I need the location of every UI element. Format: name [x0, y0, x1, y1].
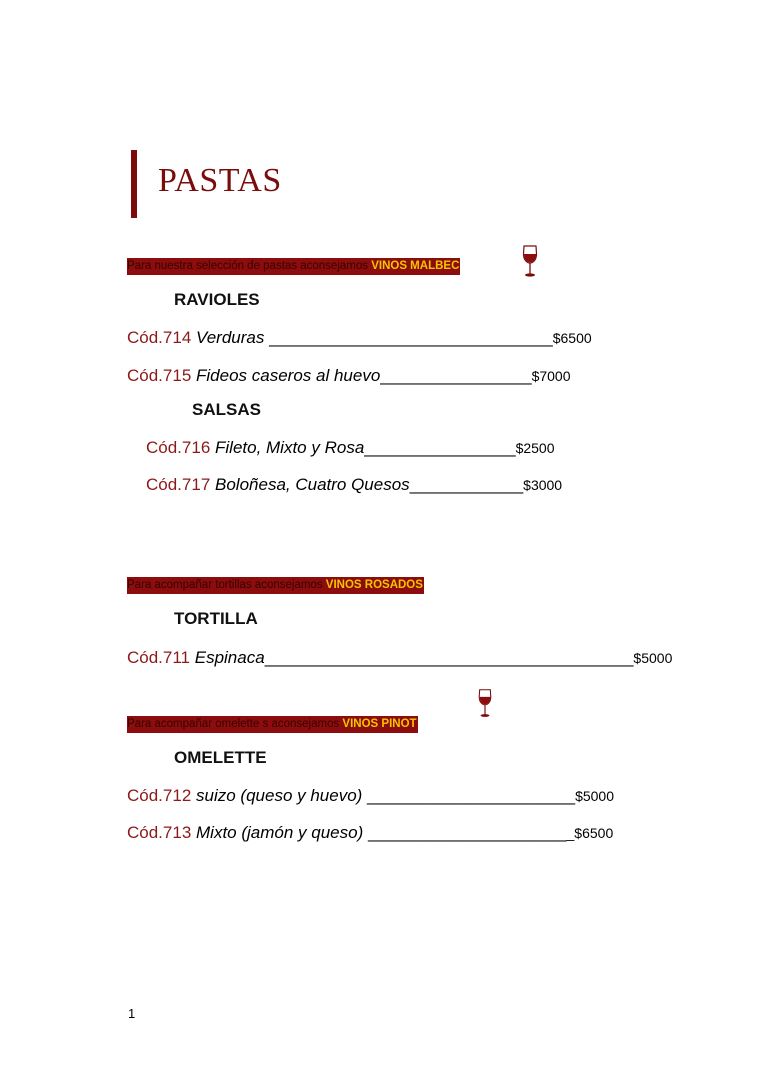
- page-number: 1: [128, 1006, 136, 1021]
- item-name: Mixto (jamón y queso): [191, 823, 364, 842]
- wine-name: VINOS PINOT: [342, 718, 417, 730]
- item-price: $5000: [575, 788, 614, 804]
- recommendation-omelettes: [127, 716, 418, 733]
- item-code: Cód.713: [127, 823, 192, 842]
- item-name: Boloñesa, Cuatro Quesos: [210, 475, 410, 494]
- item-price: $5000: [633, 650, 673, 666]
- heading-salsas: SALSAS: [192, 400, 261, 419]
- item-leader: ________________: [380, 366, 532, 385]
- menu-item: [127, 366, 571, 386]
- item-code: Cód.717: [146, 475, 211, 494]
- item-name: Fileto, Mixto y Rosa: [210, 438, 365, 457]
- item-leader: ______________________: [362, 786, 576, 805]
- recommendation-text: Para acompañar omelette s aconsejamos: [127, 718, 343, 730]
- item-price: $6500: [552, 330, 592, 346]
- page-title: PASTAS: [158, 162, 282, 199]
- item-code: Cód.714: [127, 328, 192, 347]
- menu-item: [127, 328, 592, 348]
- title-accent-bar: [131, 150, 137, 218]
- item-name: Fideos caseros al huevo: [191, 366, 381, 385]
- recommendation-text: Para acompañar tortillas aconsejamos: [127, 579, 326, 591]
- item-leader: _____________________: [363, 823, 567, 842]
- item-price: _$6500: [566, 825, 614, 841]
- item-price: $7000: [531, 368, 571, 384]
- item-code: Cód.716: [146, 438, 211, 457]
- item-price: $2500: [515, 440, 555, 456]
- menu-item: [127, 786, 614, 806]
- heading-omelette: OMELETTE: [174, 748, 267, 767]
- item-name: Espinaca: [190, 648, 265, 667]
- recommendation-pastas: [127, 258, 460, 275]
- item-code: Cód.712: [127, 786, 192, 805]
- wine-name: VINOS ROSADOS: [325, 579, 423, 591]
- item-name: suizo (queso y huevo): [191, 786, 363, 805]
- item-leader: ____________: [409, 475, 524, 494]
- item-code: Cód.715: [127, 366, 192, 385]
- item-price: $3000: [523, 477, 563, 493]
- heading-tortilla: TORTILLA: [174, 609, 258, 628]
- heading-ravioles: RAVIOLES: [174, 290, 260, 309]
- item-leader: ________________: [364, 438, 516, 457]
- recommendation-tortillas: [127, 577, 424, 594]
- wine-glass-icon: [521, 245, 539, 278]
- menu-item: [127, 648, 672, 668]
- wine-glass-icon: [477, 687, 493, 720]
- menu-item: [146, 475, 562, 495]
- item-code: Cód.711: [127, 648, 191, 667]
- menu-item: [146, 438, 555, 458]
- item-leader: _______________________________________: [264, 648, 634, 667]
- item-leader: ______________________________: [264, 328, 553, 347]
- recommendation-text: Para nuestra selección de pastas aconsejamos: [127, 260, 372, 272]
- wine-name: VINOS MALBEC: [371, 260, 460, 272]
- item-name: Verduras: [191, 328, 265, 347]
- menu-item: [127, 823, 613, 843]
